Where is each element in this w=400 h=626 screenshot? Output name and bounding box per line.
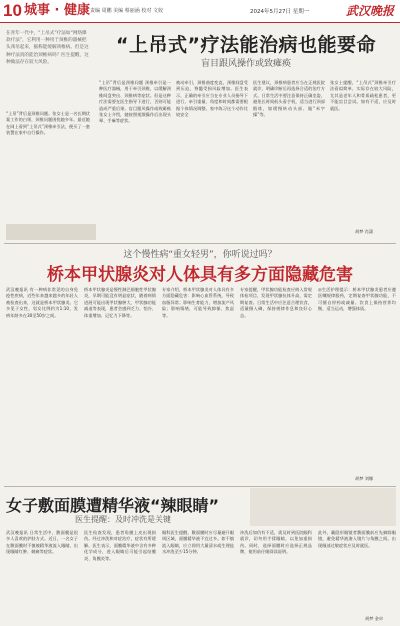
issue-date: 2024年5月27日 星期一 <box>250 9 310 15</box>
article2-column-2: 桥本甲状腺炎是慢性淋巴细胞性甲状腺炎，早期可能没有明显症状，随着病情进展可能出现甲状腺肿大、甲状腺功能减退等表现，患者会感到乏力、怕冷、体重增加、记忆力下降等。 <box>84 287 156 318</box>
article1-column-1: “上吊”背后是颈椎问题 颈椎牵引是一种医疗器械，用于牵引颈椎，以缓解颈椎间盘突出、颈椎病等症状。但是这种疗法需要在医生指导下进行，否则可能造成严重后果。盲目跟风操作或致瘫痪 张女士介绍，她按照视频操作后出现头晕、手麻等症状。 <box>99 80 171 124</box>
article3-byline: 胡梦 金卓 <box>365 616 384 621</box>
article1-column-2: 被动牵引，颈椎曲度变直，颈椎间盘受到压迫，脊髓受损风险增加。医生表示，正确的牵引应当在专业人员指导下进行，牵引重量、角度和时间都需要根据个体情况调整。家中练习这个动作比较安全 <box>176 80 248 118</box>
article2-column-5: ◎生活护理提示：桥本甲状腺炎患者应遵医嘱规律服药，定期复查甲状腺功能，不可擅自停药或减量。饮食上保持营养均衡，适当运动，增强体质。 <box>318 287 396 312</box>
article2-headline: 桥本甲状腺炎对人体具有多方面隐藏危害 <box>47 265 353 285</box>
page-header <box>0 0 400 23</box>
section-divider <box>4 486 396 487</box>
article3-headline: 女子敷面膜遭精华液“辣眼睛” <box>6 496 220 515</box>
article1-photo <box>6 224 96 240</box>
article2-column-1: 武汉晚报讯 有一种病非常见的自身免疫性疾病，近些年来越来越多的年轻人被检查出来，这就是桥本甲状腺炎。它多见于女性，男女比例约为1:10，发病年龄多在30至50岁之间。 <box>6 287 78 318</box>
article3-column-3: 眼科医生提醒，敷面膜时应尽量避开眼周区域，面膜精华液不宜过多。如不慎流入眼睛，应立即用大量清水或生理盐水冲洗至少15分钟。 <box>162 530 234 555</box>
page-number: 10 <box>3 1 22 20</box>
article2-byline: 胡梦 刘娜 <box>355 476 374 481</box>
article3-column-2: 医生检查发现，患者角膜上皮出现损伤。经过冲洗和对症治疗，症状有所缓解。医生表示，面膜精华液中含有多种化学成分，进入眼睛后可能引起结膜炎、角膜炎等。 <box>84 530 156 561</box>
article1-lead-column: “上吊”背后是颈椎问题。张女士是一名长期伏案工作的白领，颈椎问题困扰她多年。最近她在网上看到“上吊式”颈椎牵引法，便买了一套装置在家中自行操作。 <box>6 111 90 136</box>
article1-column-4: 张女士提醒，“上吊式”颈椎牵引疗法看似简单，实际存在较大风险，尤其是老年人和骨质疏松患者，更不能盲目尝试。如有不适，应及时就医。 <box>330 80 396 111</box>
article3-column-4: 冲洗后如仍有不适，需及时到医院眼科就诊，切勿用手揉眼睛，以免加重损伤。同时，选择面膜时应选择正规品牌，使用前仔细阅读说明。 <box>240 530 312 555</box>
editor-credits: 责编 周鹏 美编 蔡丽涵 校对 文姣 <box>90 8 163 14</box>
section-divider <box>4 243 396 244</box>
article1-byline: 胡梦 肖潇 <box>355 229 374 234</box>
section-title: 城事 · 健康 <box>24 3 90 18</box>
article1-subheadline: 盲目跟风操作或致瘫痪 <box>200 59 291 69</box>
article3-photo <box>250 488 396 526</box>
article2-column-3: 专家介绍，桥本甲状腺炎对人体具有多方面隐藏危害：影响心血管系统，导致血脂异常；影响生育能力，增加流产风险；影响情绪，可能导致抑郁、焦虑等。 <box>162 287 234 318</box>
article3-subheadline: 医生提醒：及时冲洗是关键 <box>75 515 171 524</box>
article1-intro-quote: 在青年一代中，“上吊式”疗法如“网络爆款疗法”，它利用一种用于颈椎的器械把头颈吊起来，据称能缓解颈椎病。但是这种疗法真的能治颈椎病吗？医生提醒，这种做法存在较大风险。 <box>6 31 89 65</box>
newspaper-logo: 武汉晚报 <box>345 4 394 18</box>
article3-column-5: 此外，戴隐形眼镜者敷面膜前应先摘除眼镜，避免精华液渗入镜片与角膜之间。出现眼部过敏症状应及时就医。 <box>318 530 396 548</box>
article2-kicker: 这个慢性病“重女轻男”，你听说过吗？ <box>123 250 277 260</box>
article1-headline: “上吊式”疗法能治病也能要命 <box>116 34 376 56</box>
article3-column-1: 武汉晚报讯 日常生活中，敷面膜是很多人喜欢的护肤方式。近日，一名女子在敷面膜时不慎被精华液流入眼睛，出现眼睛红肿、刺痛等症状。 <box>6 530 78 555</box>
article2-column-4: 专家提醒，甲状腺功能检查应纳入常规体检项目，发现甲状腺抗体升高，需定期复查。日常生活中应注意合理饮食，适量摄入碘，保持规律作息和良好心态。 <box>240 287 312 318</box>
article1-column-3: 医生建议，颈椎病患者应当在正规医院就诊，明确诊断后再选择合适的治疗方式。日常生活中要注意保持正确坐姿，避免长时间低头看手机，适当进行颈部锻炼，如缓慢转动头部、做“米字操”等。 <box>253 80 325 118</box>
